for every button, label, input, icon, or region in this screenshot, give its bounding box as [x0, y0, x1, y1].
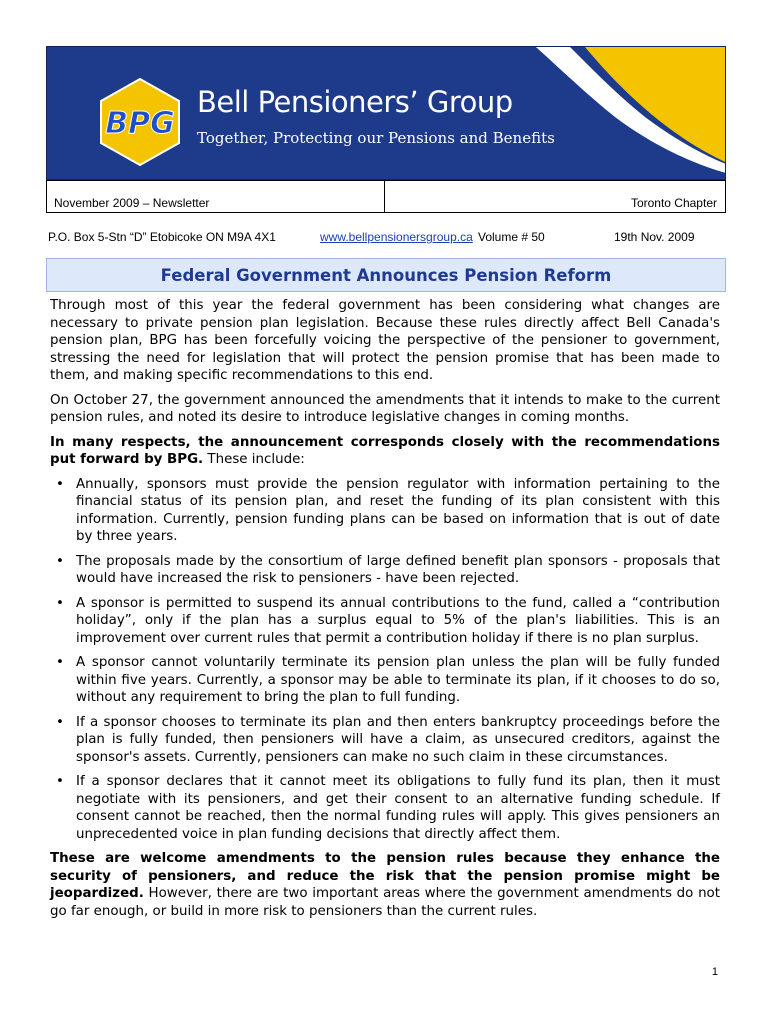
brand-tagline: Together, Protecting our Pensions and Benefits: [197, 129, 555, 147]
conclusion-rest: However, there are two important areas where the government amendments do not go far enough, or build in more risk to pensioners than the current rules.: [50, 886, 720, 919]
recommendations-bold: In many respects, the announcement corresponds closely with the recommendations put forward by BPG.: [50, 434, 720, 467]
recommendations-rest: These include:: [203, 452, 305, 467]
paragraph-conclusion: [50, 850, 720, 920]
headline-box: [46, 258, 726, 292]
article-body: [50, 297, 720, 927]
website-link[interactable]: www.bellpensionersgroup.ca: [320, 230, 473, 244]
info-cell-newsletter: [47, 181, 385, 212]
brand-title: Bell Pensioners’ Group: [197, 85, 513, 119]
bpg-logo: [95, 77, 185, 167]
list-item: [50, 595, 720, 648]
list-item-text: A sponsor cannot voluntarily terminate its pension plan unless the plan will be fully funded within five years. Currently, a sponsor may be able to terminate its plan, if it chooses to do so, without any requirement to bring the plan to full funding.: [76, 655, 720, 705]
svg-text:BPG: BPG: [105, 106, 175, 141]
list-item: [50, 553, 720, 588]
list-item-text: Annually, sponsors must provide the pension regulator with information pertaining to the financial status of its pension plan, and reset the funding of its plan consistent with this information. Currently, pension funding plans can be based on information that is out of date by three years.: [76, 476, 720, 544]
issue-date: 19th Nov. 2009: [614, 230, 695, 244]
bullet: •: [56, 476, 64, 492]
bullet: •: [56, 553, 64, 569]
bullet: •: [56, 595, 64, 611]
list-item: [50, 773, 720, 843]
volume-number: Volume # 50: [478, 230, 545, 244]
list-item-text: A sponsor is permitted to suspend its annual contributions to the fund, called a “contribution holiday”, only if the plan has a surplus equal to 5% of the plan's liabilities. This is an improvement over current rules that permit a contribution holiday if there is no plan surplus.: [76, 595, 720, 646]
paragraph-recommendations: [50, 434, 720, 469]
info-cell-chapter: [385, 181, 725, 212]
bullet: •: [56, 774, 64, 789]
mailing-address: P.O. Box 5-Stn “D” Etobicoke ON M9A 4X1: [48, 230, 276, 244]
newsletter-info-table: [46, 180, 726, 213]
list-item-text: The proposals made by the consortium of large defined benefit plan sponsors - proposals that would have increased the risk to pensioners - have been rejected.: [76, 553, 720, 586]
chapter-name: Toronto Chapter: [630, 196, 717, 210]
newsletter-banner: [46, 46, 726, 180]
contact-row: [46, 228, 726, 248]
bullet: •: [56, 714, 64, 730]
list-item: [50, 476, 720, 546]
list-item-text: If a sponsor declares that it cannot meet its obligations to fully fund its plan, then it must negotiate with its pensioners, and get their consent to an alternative funding schedule. If consent cannot be reached, then the normal funding rules will apply. This gives pensioners an unprecedented voice in plan funding decisions that directly affect them.: [76, 774, 720, 842]
page-number: 1: [711, 966, 718, 978]
paragraph-announcement: On October 27, the government announced the amendments that it intends to make to the current pension rules, and noted its desire to introduce legislative changes in coming months.: [50, 392, 720, 425]
paragraph-intro: Through most of this year the federal government has been considering what changes are necessary to private pension plan legislation. Because these rules directly affect Bell Canada's pension plan, BPG has been forcefully voicing the perspective of the pensioner to government, stressing the need for legislation that will protect the pension promise that has been made to them, and making specific recommendations to this end.: [50, 298, 720, 383]
recommendations-list: [50, 476, 720, 844]
newsletter-issue: November 2009 – Newsletter: [54, 196, 210, 210]
list-item: [50, 654, 720, 707]
conclusion-bold: These are welcome amendments to the pension rules because they enhance the security of pensioners, and reduce the risk that the pension promise might be jeopardized.: [50, 851, 720, 901]
list-item-text: If a sponsor chooses to terminate its plan and then enters bankruptcy proceedings before the plan is fully funded, then pensioners will have a claim, as unsecured creditors, against the sponsor's assets. Currently, pensioners can make no such claim in these circumstances.: [76, 714, 720, 765]
list-item: [50, 714, 720, 767]
bullet: •: [56, 655, 64, 670]
article-headline: Federal Government Announces Pension Reform: [160, 265, 612, 285]
